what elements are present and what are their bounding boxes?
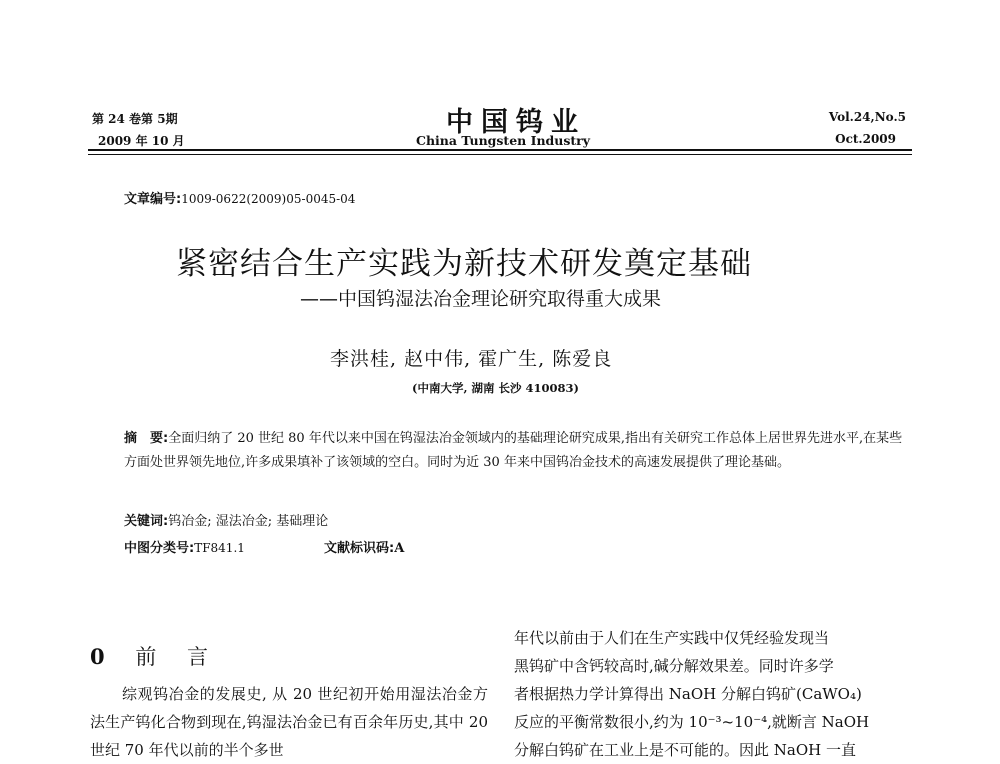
header-rule-bottom [88, 154, 912, 155]
section-number: 0 [90, 644, 117, 669]
right-line-1: 年代以前由于人们在生产实践中仅凭经验发现当 [514, 629, 830, 647]
keywords [124, 510, 328, 529]
keywords-text: 钨冶金; 湿法冶金; 基础理论 [168, 514, 329, 529]
section-title: 前 言 [135, 645, 220, 669]
classification [124, 537, 245, 556]
document-code-label: 文献标识码: [324, 541, 395, 556]
article-id [124, 188, 355, 207]
date-label-en: Oct.2009 [835, 132, 896, 146]
abstract-label: 摘 要: [124, 431, 169, 446]
abstract-text: 全面归纳了 20 世纪 80 年代以来中国在钨湿法冶金领域内的基础理论研究成果,指出有关研究工作总体上居世界先进水平,在某些方面处世界领先地位,许多成果填补了该领域的空白。同时为近 30 年来中国钨冶金技术的高速发展提供了理论基础。 [124, 431, 903, 470]
document-code-value: A [394, 541, 405, 556]
body-left-column: 综观钨冶金的发展史, 从 20 世纪初开始用湿法冶金方法生产钨化合物到现在,钨湿法冶金已有百余年历史,其中 20 世纪 70 年代以前的半个多世 [90, 685, 488, 759]
right-line-5: 分解白钨矿在工业上是不可能的。因此 NaOH 一直 [514, 741, 856, 759]
article-subtitle: ——中国钨湿法冶金理论研究取得重大成果 [300, 288, 662, 310]
body-right-column [514, 624, 914, 764]
abstract [124, 427, 904, 475]
volume-label-cn: 第 24 卷第 5期 [92, 112, 178, 126]
article-title: 紧密结合生产实践为新技术研发奠定基础 [176, 246, 752, 282]
volume-label-en: Vol.24,No.5 [828, 110, 906, 124]
classification-value: TF841.1 [194, 541, 245, 555]
right-line-2: 黑钨矿中含钙较高时,碱分解效果差。同时许多学 [514, 657, 834, 675]
article-id-label: 文章编号: [124, 192, 182, 207]
journal-logo-cn: 中国钨业 [446, 107, 586, 138]
keywords-label: 关键词: [124, 514, 169, 529]
author-list: 李洪桂, 赵中伟, 霍广生, 陈爱良 [330, 348, 613, 370]
right-line-3: 者根据热力学计算得出 NaOH 分解白钨矿(CaWO₄) [514, 685, 862, 703]
article-id-value: 1009-0622(2009)05-0045-04 [181, 192, 356, 206]
date-label-cn: 2009 年 10 月 [98, 134, 185, 148]
header-rule-top [88, 149, 912, 151]
section-heading [90, 641, 220, 671]
right-line-4: 反应的平衡常数很小,约为 10⁻³~10⁻⁴,就断言 NaOH [514, 713, 870, 731]
classification-label: 中图分类号: [124, 541, 195, 556]
document-code [324, 537, 404, 556]
journal-name-en: China Tungsten Industry [416, 133, 591, 148]
author-affiliation: (中南大学, 湖南 长沙 410083) [412, 381, 579, 395]
